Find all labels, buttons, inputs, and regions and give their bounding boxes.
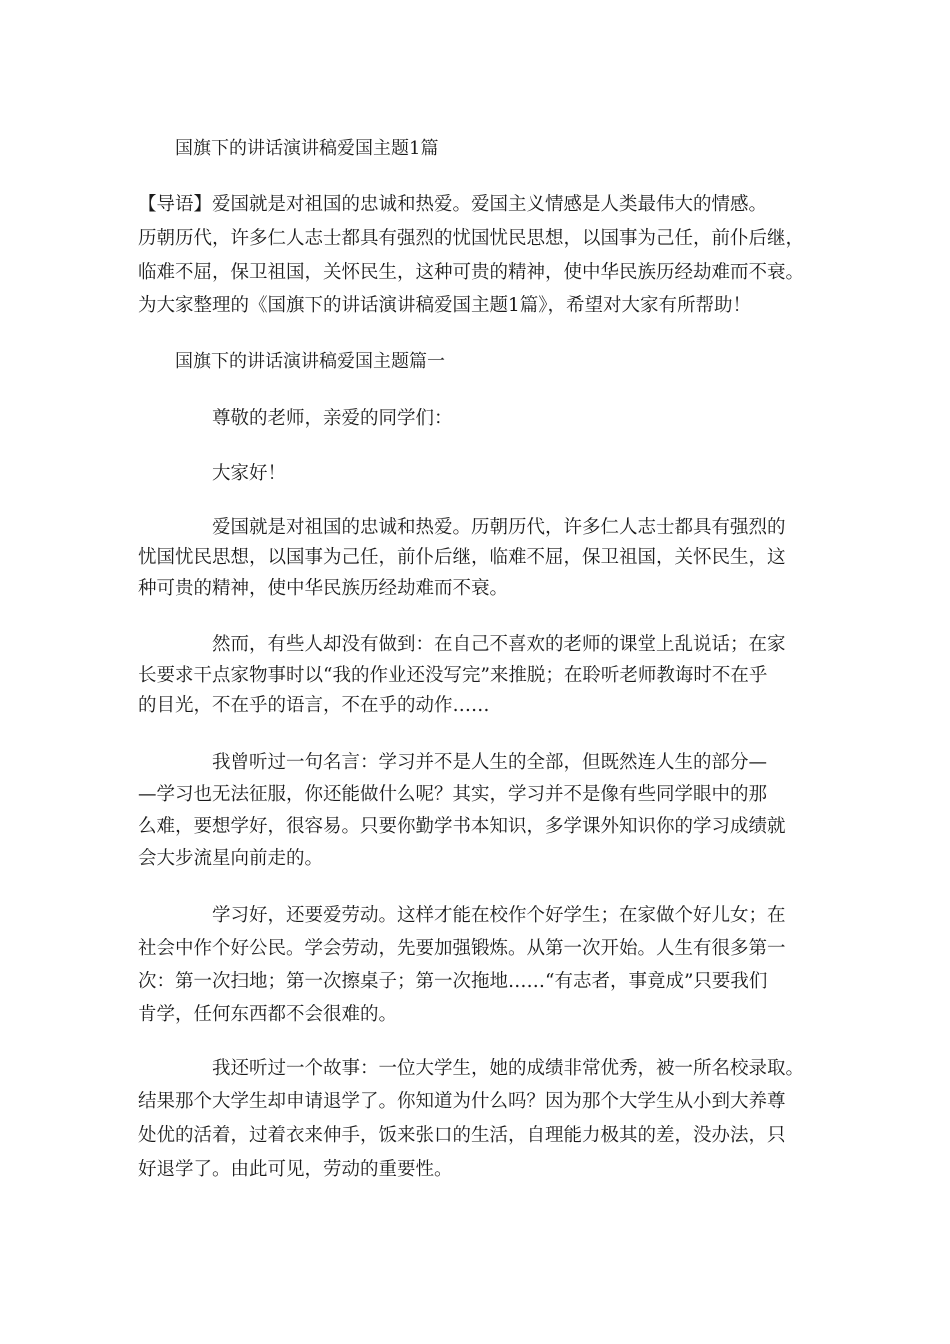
paragraph-line: 长要求干点家物事时以“我的作业还没写完”来推脱；在聆听老师教诲时不在乎 (138, 665, 768, 686)
intro-line: 为大家整理的《国旗下的讲话演讲稿爱国主题1篇》，希望对大家有所帮助！ (138, 295, 752, 316)
intro-line: 【导语】爱国就是对祖国的忠诚和热爱。爱国主义情感是人类最伟大的情感。 (138, 194, 768, 215)
paragraph-line: 处优的活着，过着衣来伸手，饭来张口的生活，自理能力极其的差，没办法，只 (138, 1125, 786, 1146)
paragraph-line: 忧国忧民思想，以国事为己任，前仆后继，临难不屈，保卫祖国，关怀民生，这 (138, 547, 786, 568)
paragraph-line: 结果那个大学生却申请退学了。你知道为什么吗？因为那个大学生从小到大养尊 (138, 1091, 786, 1112)
intro-line: 历朝历代，许多仁人志士都具有强烈的忧国忧民思想，以国事为己任，前仆后继， (138, 228, 805, 249)
hello: 大家好！ (212, 463, 287, 484)
paragraph-line: 么难，要想学好，很容易。只要你勤学书本知识，多学课外知识你的学习成绩就 (138, 816, 786, 837)
paragraph-line: 次：第一次扫地；第一次擦桌子；第一次拖地……“有志者，事竟成”只要我们 (138, 971, 768, 992)
paragraph-line: 种可贵的精神，使中华民族历经劫难而不衰。 (138, 578, 509, 599)
paragraph-line: 学习好，还要爱劳动。这样才能在校作个好学生；在家做个好儿女；在 (212, 905, 786, 926)
paragraph-line: 我曾听过一句名言：学习并不是人生的全部，但既然连人生的部分— (212, 752, 768, 773)
intro-line: 临难不屈，保卫祖国，关怀民生，这种可贵的精神，使中华民族历经劫难而不衰。 (138, 262, 805, 283)
greeting: 尊敬的老师，亲爱的同学们： (212, 408, 453, 429)
paragraph-line: 会大步流星向前走的。 (138, 848, 324, 869)
paragraph-line: 然而，有些人却没有做到：在自己不喜欢的老师的课堂上乱说话；在家 (212, 634, 786, 655)
section-title: 国旗下的讲话演讲稿爱国主题篇一 (175, 351, 445, 372)
paragraph-line: 社会中作个好公民。学会劳动，先要加强锻炼。从第一次开始。人生有很多第一 (138, 938, 786, 959)
paragraph-line: —学习也无法征服，你还能做什么呢？其实，学习并不是像有些同学眼中的那 (138, 784, 768, 805)
document-title: 国旗下的讲话演讲稿爱国主题1篇 (175, 138, 439, 159)
paragraph-line: 肯学，任何东西都不会很难的。 (138, 1004, 398, 1025)
paragraph-line: 的目光，不在乎的语言，不在乎的动作…… (138, 695, 490, 716)
paragraph-line: 好退学了。由此可见，劳动的重要性。 (138, 1159, 453, 1180)
paragraph-line: 我还听过一个故事：一位大学生，她的成绩非常优秀，被一所名校录取。 (212, 1058, 805, 1079)
paragraph-line: 爱国就是对祖国的忠诚和热爱。历朝历代，许多仁人志士都具有强烈的 (212, 517, 786, 538)
